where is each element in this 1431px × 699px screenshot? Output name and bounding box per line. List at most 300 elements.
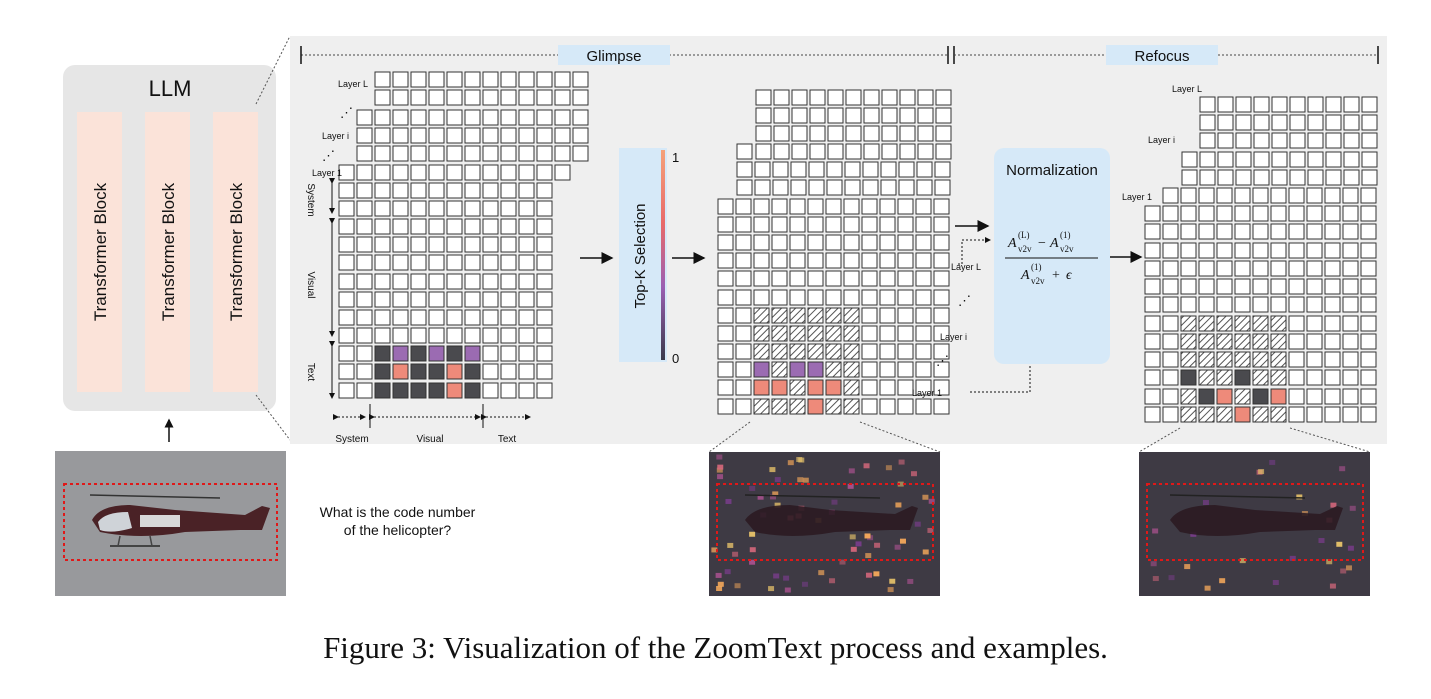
grid-cell xyxy=(1200,133,1215,148)
grid-cell xyxy=(844,253,859,268)
grid-cell xyxy=(393,255,408,270)
grid-cell xyxy=(1253,206,1268,221)
heatmap-cell xyxy=(895,545,901,550)
heatmap-cell xyxy=(1203,500,1209,505)
grid-cell xyxy=(501,255,516,270)
grid-cell xyxy=(501,292,516,307)
grid-cell xyxy=(755,180,770,195)
grid-cell xyxy=(898,362,913,377)
grid-cell xyxy=(573,128,588,143)
grid-cell xyxy=(828,90,843,105)
grid-cell xyxy=(934,235,949,250)
grid-cell xyxy=(809,180,824,195)
grid-cell xyxy=(519,146,534,161)
grid-cell xyxy=(826,271,841,286)
grid-cell xyxy=(1163,334,1178,349)
heatmap-cell xyxy=(732,552,738,557)
heatmap-cell xyxy=(886,465,892,470)
grid-cell xyxy=(483,310,498,325)
grid-cell xyxy=(501,183,516,198)
g2-layer-1-label: Layer 1 xyxy=(912,388,943,398)
grid-cell xyxy=(1289,206,1304,221)
grid-cell xyxy=(1235,243,1250,258)
grid-cell xyxy=(429,310,444,325)
grid-cell xyxy=(1235,407,1250,422)
grid-cell xyxy=(483,201,498,216)
heatmap-cell xyxy=(727,543,733,548)
grid-cell xyxy=(880,290,895,305)
grid-cell xyxy=(1325,370,1340,385)
grid-cell xyxy=(936,108,951,123)
grid-cell xyxy=(1163,261,1178,276)
grid-cell xyxy=(1271,334,1286,349)
refocus-result-image xyxy=(1139,452,1370,596)
grid-cell xyxy=(375,90,390,105)
grid-cell xyxy=(555,128,570,143)
grid-cell xyxy=(501,237,516,252)
grid-cell xyxy=(375,383,390,398)
grid-cell xyxy=(1182,152,1197,167)
grid-cell xyxy=(916,362,931,377)
grid-cell xyxy=(863,180,878,195)
grid-cell xyxy=(1254,152,1269,167)
grid-cell xyxy=(774,126,789,141)
grid-cell xyxy=(754,253,769,268)
grid-cell xyxy=(736,271,751,286)
grid-cell xyxy=(1145,243,1160,258)
grid-cell xyxy=(501,128,516,143)
grid-cell xyxy=(1290,115,1305,130)
grid-cell xyxy=(357,255,372,270)
grid-cell xyxy=(808,235,823,250)
layer-l-label: Layer L xyxy=(338,79,369,89)
grid-cell xyxy=(483,146,498,161)
grid-cell xyxy=(792,144,807,159)
grid-cell xyxy=(736,235,751,250)
bottom-label-system: System xyxy=(335,434,369,445)
grid-cell xyxy=(826,380,841,395)
grid-cell xyxy=(1325,297,1340,312)
grid-cell xyxy=(483,383,498,398)
grid-cell xyxy=(1289,389,1304,404)
grid-cell xyxy=(718,290,733,305)
grid-cell xyxy=(1307,389,1322,404)
grid-cell xyxy=(339,237,354,252)
grid-cell xyxy=(1290,170,1305,185)
heatmap-cell xyxy=(735,583,741,588)
grid-cell xyxy=(1163,243,1178,258)
grid-cell xyxy=(519,128,534,143)
grid-cell xyxy=(375,165,390,180)
grid-cell xyxy=(1289,352,1304,367)
grid-cell xyxy=(898,344,913,359)
grid-cell xyxy=(1253,279,1268,294)
grid-cell xyxy=(447,90,462,105)
grid-cell xyxy=(1145,206,1160,221)
grid-cell xyxy=(1308,115,1323,130)
grid-cell xyxy=(1217,297,1232,312)
grid-cell xyxy=(1271,261,1286,276)
figure-caption: Figure 3: Visualization of the ZoomText process and examples. xyxy=(323,630,1108,665)
grid-cell xyxy=(1307,352,1322,367)
refocus-label: Refocus xyxy=(1134,48,1190,65)
grid-cell xyxy=(429,219,444,234)
grid-cell xyxy=(826,235,841,250)
heatmap-cell xyxy=(768,586,774,591)
grid-cell xyxy=(1361,279,1376,294)
grid-cell xyxy=(918,90,933,105)
grid-cell xyxy=(411,146,426,161)
grid-cell xyxy=(934,253,949,268)
llm-panel xyxy=(63,65,276,411)
grid-cell xyxy=(898,253,913,268)
grid-cell xyxy=(1308,133,1323,148)
grid-cell xyxy=(1289,188,1304,203)
grid-cell xyxy=(465,328,480,343)
grid-cell xyxy=(1343,316,1358,331)
grid-cell xyxy=(465,146,480,161)
heatmap-cell xyxy=(716,573,722,578)
transformer-block-2-label: Transformer Block xyxy=(159,182,178,322)
grid-cell xyxy=(1271,407,1286,422)
heatmap-cell xyxy=(788,460,794,465)
heatmap-cell xyxy=(1205,586,1211,591)
grid-cell xyxy=(718,271,733,286)
grid-cell xyxy=(1163,370,1178,385)
grid-cell xyxy=(1361,224,1376,239)
grid-cell xyxy=(393,110,408,125)
grid-cell xyxy=(1361,297,1376,312)
grid-cell xyxy=(1217,334,1232,349)
grid-cell xyxy=(429,72,444,87)
grid-cell xyxy=(555,90,570,105)
grid-cell xyxy=(737,180,752,195)
grid-cell xyxy=(339,183,354,198)
grid-cell xyxy=(465,183,480,198)
grid-cell xyxy=(754,290,769,305)
grid-cell xyxy=(1307,243,1322,258)
heatmap-cell xyxy=(1318,538,1324,543)
grid-cell xyxy=(772,253,787,268)
grid-cell xyxy=(737,162,752,177)
grid-cell xyxy=(1236,115,1251,130)
svg-text:(1): (1) xyxy=(1031,262,1042,272)
grid-cell xyxy=(429,328,444,343)
grid-cell xyxy=(826,290,841,305)
grid-cell xyxy=(537,146,552,161)
grid-cell xyxy=(1253,352,1268,367)
grid-cell xyxy=(862,399,877,414)
grid-cell xyxy=(810,90,825,105)
heatmap-cell xyxy=(907,579,913,584)
grid-cell xyxy=(1307,188,1322,203)
grid-cell xyxy=(1290,97,1305,112)
grid-cell xyxy=(447,310,462,325)
scale-min-label: 0 xyxy=(672,351,680,366)
grid-cell xyxy=(792,126,807,141)
grid-cell xyxy=(1254,115,1269,130)
grid-cell xyxy=(1361,334,1376,349)
grid-cell xyxy=(1271,389,1286,404)
heatmap-cell xyxy=(1350,506,1356,511)
grid-cell xyxy=(1163,316,1178,331)
grid-cell xyxy=(375,146,390,161)
grid-cell xyxy=(898,380,913,395)
grid-cell xyxy=(1253,334,1268,349)
grid-cell xyxy=(881,162,896,177)
grid-cell xyxy=(1272,115,1287,130)
grid-cell xyxy=(1343,389,1358,404)
grid-cell xyxy=(483,292,498,307)
glimpse-label: Glimpse xyxy=(586,48,642,65)
grid-cell xyxy=(447,237,462,252)
heatmap-cell xyxy=(865,533,871,538)
grid-cell xyxy=(810,126,825,141)
heatmap-cell xyxy=(773,573,779,578)
grid-cell xyxy=(411,128,426,143)
grid-cell xyxy=(411,90,426,105)
grid-cell xyxy=(1272,152,1287,167)
grid-cell xyxy=(1362,170,1377,185)
grid-cell xyxy=(1181,224,1196,239)
grid-cell xyxy=(1343,188,1358,203)
grid-cell xyxy=(393,72,408,87)
grid-cell xyxy=(899,180,914,195)
grid-cell xyxy=(1217,316,1232,331)
grid-cell xyxy=(1289,334,1304,349)
grid-cell xyxy=(1200,170,1215,185)
grid-cell xyxy=(393,237,408,252)
grid-cell xyxy=(1326,115,1341,130)
grid-cell xyxy=(1199,334,1214,349)
grid-cell xyxy=(1181,370,1196,385)
heatmap-cell xyxy=(1340,568,1346,573)
grid-cell xyxy=(1163,224,1178,239)
grid-cell xyxy=(718,362,733,377)
grid-cell xyxy=(1217,261,1232,276)
grid-cell xyxy=(754,326,769,341)
side-label-text: Text xyxy=(305,362,316,382)
scale-max-label: 1 xyxy=(672,150,680,165)
grid-cell xyxy=(1181,188,1196,203)
grid-cell xyxy=(1308,170,1323,185)
grid-cell xyxy=(429,128,444,143)
grid-cell xyxy=(844,362,859,377)
grid-cell xyxy=(393,383,408,398)
grid-cell xyxy=(718,217,733,232)
grid-cell xyxy=(411,183,426,198)
grid-cell xyxy=(1289,279,1304,294)
grid-cell xyxy=(1199,370,1214,385)
llm-title: LLM xyxy=(148,76,192,101)
grid-cell xyxy=(537,292,552,307)
grid-cell xyxy=(447,219,462,234)
grid-cell xyxy=(429,346,444,361)
grid-cell xyxy=(808,308,823,323)
heatmap-cell xyxy=(922,495,928,500)
grid-cell xyxy=(375,201,390,216)
grid-cell xyxy=(916,253,931,268)
heatmap-cell xyxy=(915,522,921,527)
grid-cell xyxy=(791,180,806,195)
grid-cell xyxy=(882,126,897,141)
grid-cell xyxy=(357,328,372,343)
grid-cell xyxy=(1217,352,1232,367)
grid-cell xyxy=(935,180,950,195)
grid-cell xyxy=(447,274,462,289)
svg-text:ϵ: ϵ xyxy=(1066,268,1072,283)
grid-cell xyxy=(1218,152,1233,167)
grid-cell xyxy=(900,90,915,105)
grid-cell xyxy=(1271,370,1286,385)
heatmap-cell xyxy=(874,543,880,548)
grid-cell xyxy=(1272,133,1287,148)
grid-cell xyxy=(429,383,444,398)
grid-cell xyxy=(1325,243,1340,258)
grid-cell xyxy=(718,308,733,323)
grid-cell xyxy=(537,364,552,379)
grid-cell xyxy=(537,201,552,216)
grid-cell xyxy=(393,183,408,198)
svg-text:v2v: v2v xyxy=(1060,244,1074,254)
grid-cell xyxy=(718,326,733,341)
grid-cell xyxy=(1289,243,1304,258)
grid-cell xyxy=(1325,224,1340,239)
grid-cell xyxy=(791,162,806,177)
grid-cell xyxy=(1344,170,1359,185)
grid-cell xyxy=(393,165,408,180)
grid-cell xyxy=(1308,97,1323,112)
grid-cell xyxy=(1145,407,1160,422)
grid-cell xyxy=(501,110,516,125)
grid-cell xyxy=(501,201,516,216)
grid-cell xyxy=(1163,389,1178,404)
grid-cell xyxy=(573,72,588,87)
heatmap-cell xyxy=(803,478,809,483)
grid-cell xyxy=(1254,133,1269,148)
glimpse-result-image xyxy=(709,452,940,596)
grid-cell xyxy=(1163,297,1178,312)
grid-cell xyxy=(501,90,516,105)
grid-cell xyxy=(375,72,390,87)
grid-cell xyxy=(1253,370,1268,385)
grid-cell xyxy=(1253,297,1268,312)
grid-cell xyxy=(393,219,408,234)
grid-cell xyxy=(790,326,805,341)
grid-cell xyxy=(357,219,372,234)
svg-text:(L): (L) xyxy=(1018,230,1030,240)
grid-cell xyxy=(754,271,769,286)
grid-cell xyxy=(790,380,805,395)
grid-cell xyxy=(1307,224,1322,239)
heatmap-cell xyxy=(873,571,879,576)
grid-cell xyxy=(1199,279,1214,294)
layer-1-label: Layer 1 xyxy=(312,168,343,178)
grid-cell xyxy=(754,399,769,414)
grid-cell xyxy=(916,217,931,232)
grid-cell xyxy=(447,183,462,198)
svg-text:(1): (1) xyxy=(1060,230,1071,240)
grid-cell xyxy=(736,326,751,341)
grid-cell xyxy=(375,310,390,325)
grid-cell xyxy=(754,199,769,214)
grid-cell xyxy=(792,90,807,105)
grid-cell xyxy=(1236,170,1251,185)
heatmap-cell xyxy=(1346,565,1352,570)
grid-cell xyxy=(1361,370,1376,385)
grid-cell xyxy=(718,253,733,268)
heatmap-cell xyxy=(829,578,835,583)
grid-cell xyxy=(1199,206,1214,221)
grid-cell xyxy=(555,165,570,180)
grid-cell xyxy=(1343,334,1358,349)
grid-cell xyxy=(465,255,480,270)
grid-cell xyxy=(862,326,877,341)
heatmap-cell xyxy=(888,587,894,592)
heatmap-cell xyxy=(866,573,872,578)
grid-cell xyxy=(411,383,426,398)
grid-cell xyxy=(754,380,769,395)
grid-cell xyxy=(411,274,426,289)
grid-cell xyxy=(898,271,913,286)
grid-cell xyxy=(411,219,426,234)
svg-text:v2v: v2v xyxy=(1031,276,1045,286)
grid-cell xyxy=(1218,133,1233,148)
grid-cell xyxy=(411,237,426,252)
grid-cell xyxy=(899,162,914,177)
grid-cell xyxy=(483,90,498,105)
grid-cell xyxy=(357,346,372,361)
grid-cell xyxy=(465,72,480,87)
grid-cell xyxy=(882,108,897,123)
grid-cell xyxy=(790,399,805,414)
grid-cell xyxy=(339,255,354,270)
grid-cell xyxy=(501,72,516,87)
grid-cell xyxy=(916,326,931,341)
grid-cell xyxy=(1163,352,1178,367)
transformer-block-1-label: Transformer Block xyxy=(91,182,110,322)
grid-cell xyxy=(1343,279,1358,294)
grid-cell xyxy=(519,328,534,343)
grid-cell xyxy=(1235,370,1250,385)
g2-layer-i-label: Layer i xyxy=(940,332,968,342)
grid-cell xyxy=(754,362,769,377)
grid-cell xyxy=(357,383,372,398)
grid-cell xyxy=(465,219,480,234)
grid-cell xyxy=(934,271,949,286)
grid-cell xyxy=(844,290,859,305)
grid-cell xyxy=(1145,370,1160,385)
grid-cell xyxy=(1217,243,1232,258)
grid-cell xyxy=(898,290,913,305)
grid-cell xyxy=(483,72,498,87)
grid-cell xyxy=(483,328,498,343)
grid-cell xyxy=(1325,389,1340,404)
grid-cell xyxy=(718,344,733,359)
grid-cell xyxy=(736,362,751,377)
grid-cell xyxy=(826,344,841,359)
svg-text:+: + xyxy=(1052,268,1060,283)
grid-cell xyxy=(882,144,897,159)
grid-cell xyxy=(501,328,516,343)
grid-cell xyxy=(1362,97,1377,112)
g2-ellipsis-upper: ⋰ xyxy=(958,293,971,308)
grid-cell xyxy=(501,346,516,361)
grid-cell xyxy=(1181,206,1196,221)
grid-cell xyxy=(898,217,913,232)
heatmap-cell xyxy=(750,547,756,552)
grid-cell xyxy=(1326,97,1341,112)
